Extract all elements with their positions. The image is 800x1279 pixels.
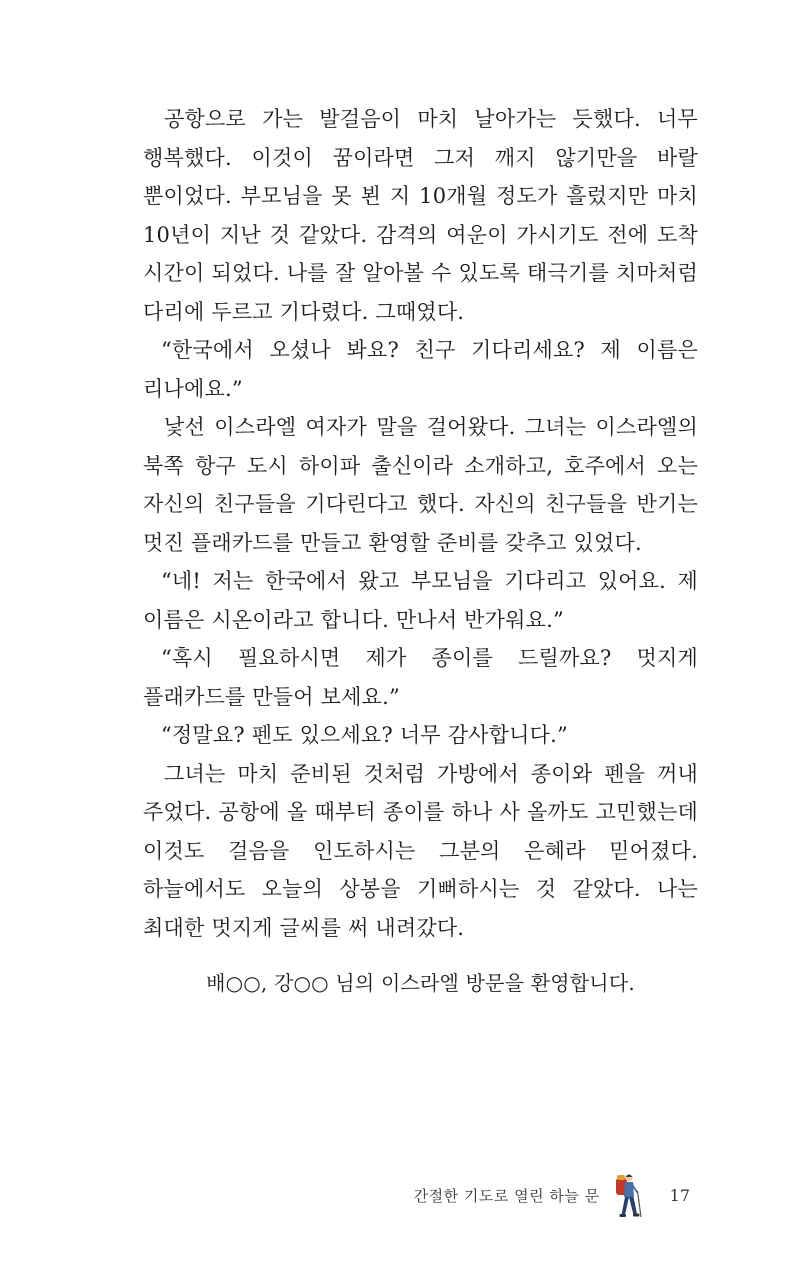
dialogue-line: “네! 저는 한국에서 왔고 부모님을 기다리고 있어요. 제 이름은 시온이라고 합니다. 만나서 반가워요.”: [143, 569, 698, 632]
dialogue-line: “한국에서 오셨나 봐요? 친구 기다리세요? 제 이름은 리나에요.”: [143, 338, 698, 401]
paragraph: 그녀는 마치 준비된 것처럼 가방에서 종이와 펜을 꺼내 주었다. 공항에 올 때부터 종이를 하나 사 올까도 고민했는데 이것도 걸음을 인도하시는 그분의 은혜라 믿어졌다. 하늘에서도 오늘의 상봉을 기뻐하시는 것 같았다. 나는 최대한 멋지게 글씨를 써 내려갔다.: [143, 761, 698, 940]
placard-text: 배○○, 강○○ 님의 이스라엘 방문을 환영합니다.: [206, 971, 635, 995]
dialogue-line: “혹시 필요하시면 제가 종이를 드릴까요? 멋지게 플래카드를 만들어 보세요.”: [143, 646, 698, 709]
dialogue-line: “정말요? 펜도 있으세요? 너무 감사합니다.”: [161, 723, 568, 747]
paragraph: 공항으로 가는 발걸음이 마치 날아가는 듯했다. 너무 행복했다. 이것이 꿈이라면 그저 깨지 않기만을 바랄 뿐이었다. 부모님을 못 뵌 지 10개월 정도가 흘렀지만 마치 10년이 지난 것 같았다. 감격의 여운이 가시기도 전에 도착 시간이 되었다. 나를 잘 알아볼 수 있도록 태극기를 치마처럼 다리에 두르고 기다렸다. 그때였다.: [143, 107, 698, 324]
body-text: [143, 100, 698, 947]
page-footer: [414, 1170, 690, 1220]
hiker-icon: [610, 1170, 646, 1220]
page-number: 17: [669, 1185, 690, 1205]
paragraph: 낯선 이스라엘 여자가 말을 걸어왔다. 그녀는 이스라엘의 북쪽 항구 도시 하이파 출신이라 소개하고, 호주에서 오는 자신의 친구들을 기다린다고 했다. 자신의 친구들을 반기는 멋진 플래카드를 만들고 환영할 준비를 갖추고 있었다.: [143, 415, 698, 555]
running-title: 간절한 기도로 열린 하늘 문: [413, 1186, 600, 1205]
